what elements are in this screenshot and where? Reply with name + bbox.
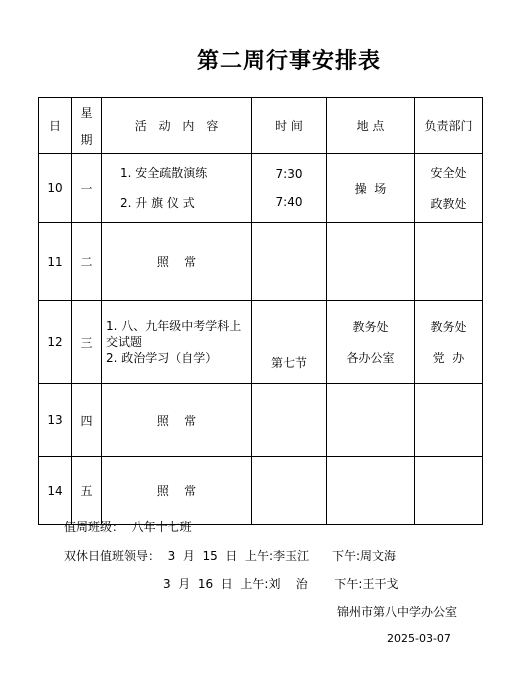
dept-value: 教务处: [430, 320, 467, 334]
dept-cell: [415, 223, 483, 301]
dept-cell: [415, 457, 483, 525]
place-cell: [327, 301, 415, 384]
dept-cell: [415, 384, 483, 457]
header-time: 时 间: [252, 98, 327, 154]
schedule-table: [38, 97, 483, 525]
duty-class: 值周班级： 八年十七班: [64, 520, 192, 534]
time-cell: [252, 154, 327, 223]
header-row: [39, 98, 483, 154]
activity-item: 1. 八、九年级中考学科上交试题: [106, 319, 242, 349]
week-cell: 四: [72, 384, 102, 457]
header-day: 日: [39, 98, 72, 154]
place-value: 教务处: [352, 320, 389, 334]
activity-cell: [102, 154, 252, 223]
weekend-duty-line2: 3 月 16 日 上午:刘 治 下午:王干戈: [163, 577, 399, 591]
week-cell: 五: [72, 457, 102, 525]
activity-cell: 照 常: [102, 457, 252, 525]
time-value: 7:30: [275, 167, 303, 181]
place-cell: [327, 223, 415, 301]
dept-cell: [415, 301, 483, 384]
place-value: 操 场: [354, 181, 387, 196]
dept-value: 安全处: [430, 166, 467, 180]
issuer: 锦州市第八中学办公室: [337, 605, 458, 619]
header-week: [72, 98, 102, 154]
dept-value: 政教处: [430, 197, 467, 211]
table-row: [39, 154, 483, 223]
time-cell: [252, 457, 327, 525]
page-title: 第二周行事安排表: [196, 48, 381, 74]
activity-item: 2. 政治学习（自学）: [106, 351, 218, 365]
dept-value: 党 办: [432, 351, 465, 365]
time-cell: [252, 223, 327, 301]
issue-date: 2025-03-07: [387, 632, 451, 645]
activity-cell: 照 常: [102, 384, 252, 457]
header-activity: 活 动 内 容: [102, 98, 252, 154]
activity-cell: 照 常: [102, 223, 252, 301]
place-value: 各办公室: [346, 351, 395, 365]
week-cell: 三: [72, 301, 102, 384]
time-value: 第七节: [270, 356, 307, 370]
time-cell: [252, 301, 327, 384]
day-cell: 13: [39, 384, 72, 457]
table-row: [39, 223, 483, 301]
header-week-line1: 星: [80, 105, 93, 120]
week-cell: 二: [72, 223, 102, 301]
week-cell: 一: [72, 154, 102, 223]
time-value: 7:40: [275, 195, 303, 209]
table-row: [39, 384, 483, 457]
place-cell: [327, 154, 415, 223]
activity-cell: [102, 301, 252, 384]
day-cell: 14: [39, 457, 72, 525]
header-place: 地 点: [327, 98, 415, 154]
day-cell: 12: [39, 301, 72, 384]
place-cell: [327, 457, 415, 525]
dept-cell: [415, 154, 483, 223]
weekend-duty-line1: 双休日值班领导： 3 月 15 日 上午:李玉江 下午:周文海: [64, 549, 397, 563]
table-row: [39, 301, 483, 384]
activity-item: 2. 升 旗 仪 式: [120, 196, 195, 210]
time-cell: [252, 384, 327, 457]
table-row: [39, 457, 483, 525]
activity-item: 1. 安全疏散演练: [120, 166, 208, 180]
day-cell: 11: [39, 223, 72, 301]
place-cell: [327, 384, 415, 457]
header-week-line2: 期: [80, 132, 93, 147]
header-dept: 负责部门: [415, 98, 483, 154]
day-cell: 10: [39, 154, 72, 223]
